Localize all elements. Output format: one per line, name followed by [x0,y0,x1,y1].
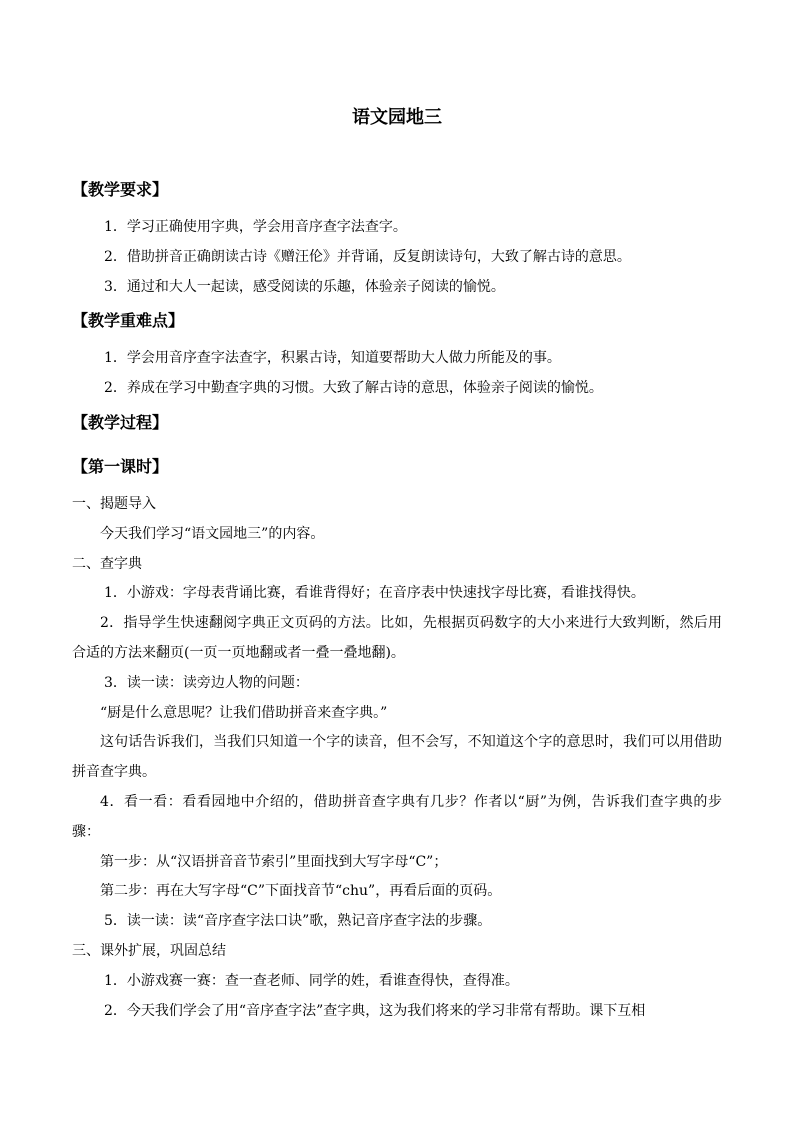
part2-item: 4．看一看：看看园地中介绍的，借助拼音查字典有几步？作者以“厨”为例，告诉我们查字典的步骤： [72,793,722,840]
part1-text: 今天我们学习“语文园地三”的内容。 [100,525,325,542]
part2-item: 2．指导学生快速翻阅字典正文页码的方法。比如，先根据页码数字的大小来进行大致判断，然后用合适的方法来翻页(一页一页地翻或者一叠一叠地翻)。 [72,615,722,661]
requirement-item: 2．借助拼音正确朗读古诗《赠汪伦》并背诵，反复朗读诗句，大致了解古诗的意思。 [104,248,631,265]
key-points-heading: 【教学重难点】 [72,311,185,331]
key-point-item: 1．学会用音序查字法查字，积累古诗，知道要帮助大人做力所能及的事。 [104,350,561,367]
part3-item: 1．小游戏赛一赛：查一查老师、同学的姓，看谁查得快，查得准。 [104,972,519,989]
document-body [72,171,722,1026]
part1-heading: 一、揭题导入 [72,495,156,512]
part2-item: 5．读一读：读“音序查字法口诀”歌，熟记音序查字法的步骤。 [104,913,492,930]
requirement-item: 3．通过和大人一起读，感受阅读的乐趣，体验亲子阅读的愉悦。 [104,278,505,295]
part2-explanation: 这句话告诉我们，当我们只知道一个字的读音，但不会写，不知道这个字的意思时，我们可以用借助拼音查字典。 [72,734,722,781]
part2-heading: 二、查字典 [72,555,142,572]
part3-item: 2．今天我们学会了用“音序查字法”查字典，这为我们将来的学习非常有帮助。课下互相 [104,1002,646,1019]
part2-step: 第一步：从“汉语拼音音节索引”里面找到大写字母“C”； [100,853,448,870]
part2-quote: “厨是什么意思呢？让我们借助拼音来查字典。” [100,704,388,721]
page-title: 语文园地三 [352,107,442,128]
key-point-item: 2．养成在学习中勤查字典的习惯。大致了解古诗的意思，体验亲子阅读的愉悦。 [104,380,603,397]
part2-item: 1．小游戏：字母表背诵比赛，看谁背得好；在音序表中快速找字母比赛，看谁找得快。 [104,585,645,602]
lesson-heading: 【第一课时】 [72,456,169,476]
part2-item: 3．读一读：读旁边人物的问题： [104,674,309,691]
requirement-item: 1．学习正确使用字典，学会用音序查字法查字。 [104,219,407,235]
part3-heading: 三、课外扩展，巩固总结 [72,942,226,959]
part2-step: 第二步：再在大写字母“C”下面找音节“chu”，再看后面的页码。 [100,883,502,900]
requirements-heading: 【教学要求】 [72,180,169,199]
process-heading: 【教学过程】 [72,412,169,432]
